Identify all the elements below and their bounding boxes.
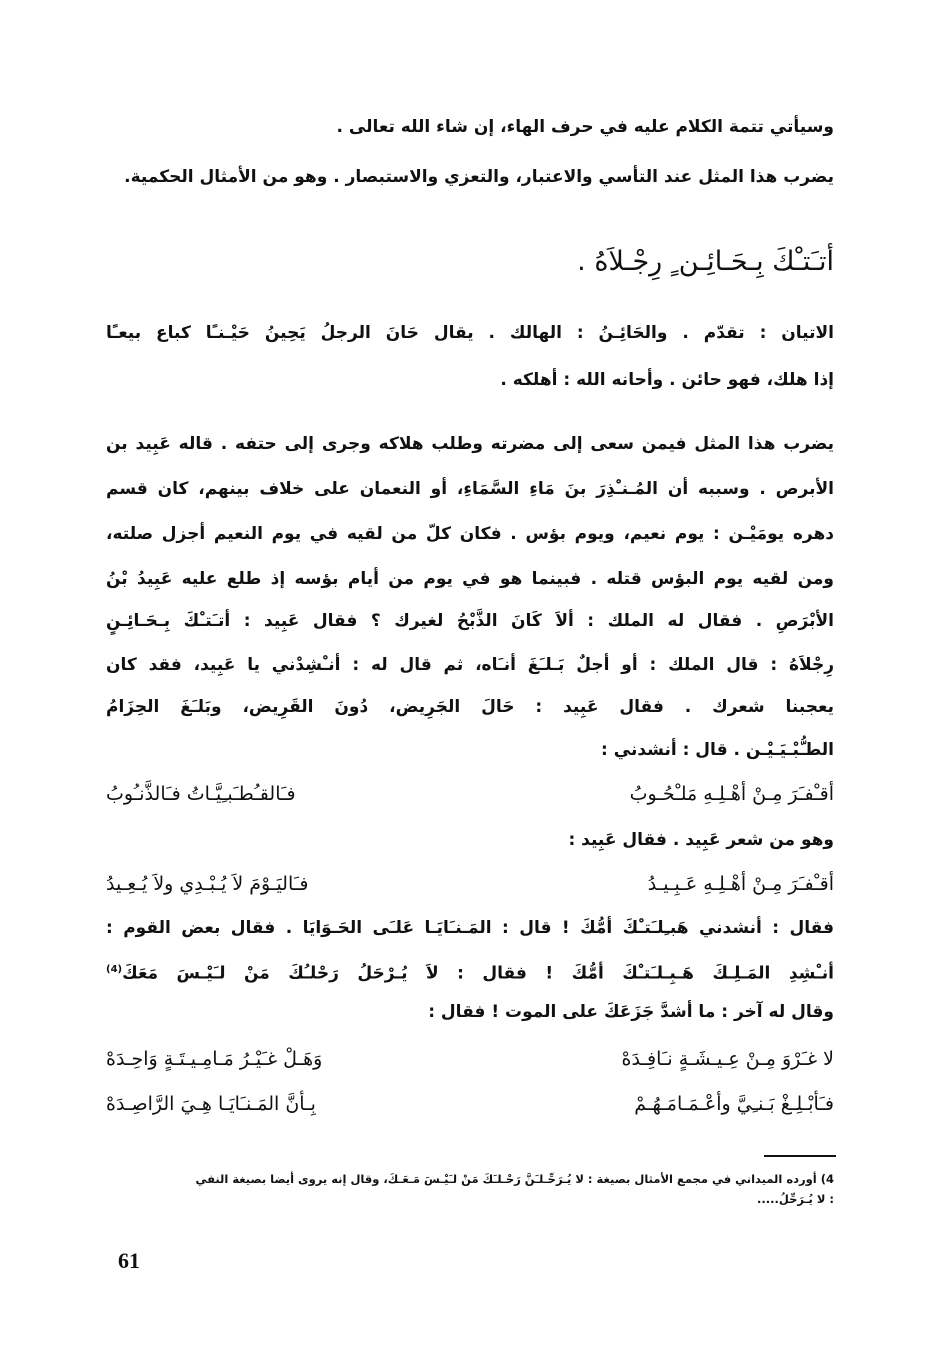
story-lead: يضرب هذا المثل <box>694 434 834 454</box>
dialogue-line-1: فقال : أنشدني هَبـِلـَتـْكَ أمُّكَ ! قال : المَـنـَايَـا عَلـَى الحَـوَايَا . فقال بعض القوم : <box>106 918 834 938</box>
dialogue-line-2-text: أنـْشِدِ المَـلِـكَ هَـبِـلـَتـْكَ أمُّكَ ! فقال : لاَ يُـرْحَلُ رَحْلـُكَ مَنْ لـَيْـسَ مَعَكَ <box>122 963 834 984</box>
page-number: 61 <box>118 1248 140 1273</box>
footnote-reference[interactable]: (4) <box>106 964 123 975</box>
story-line-4: ومن لقيه يوم البؤس قتله . فبينما هو في يوم من أيام بؤسه إذ طلع عليه عَبِيدُ بْنُ <box>106 569 834 589</box>
verse-2-second-hemistich: فـَاليَـوْمَ لاَ يُـبْـدِي ولاَ يُـعِـيدُ <box>106 873 309 895</box>
intro-line-1: وسيأتي تتمة الكلام عليه في حرف الهاء، إن شاء الله تعالى . <box>336 117 834 137</box>
story-line-2: الأبرص . وسببه أن المُـنـْذِرَ بنَ مَاءِ السَّمَاءِ، أو النعمان على خلاف بينهم، كان قسم <box>106 479 834 499</box>
verse-3-second-hemistich: وَهَـلْ غـَيْـرُ مَـامِـيـتَـةٍ وَاحِـدَهْ <box>106 1048 323 1070</box>
story-line-1 <box>106 429 834 459</box>
story-line-6: رِجْلاَهُ : قال الملك : أو أجلٌ بَـلـَغَ أنـَاه، ثم قال له : أنـْشِدْني يا عَبِيد، فقد كان <box>106 655 834 675</box>
verse-2 <box>106 868 834 900</box>
story-first-line-rest: فيمن سعى إلى مضرته وطلب هلاكه وجرى إلى حتفه . قاله عَبِيد بن <box>106 434 695 454</box>
verse-4 <box>106 1088 834 1120</box>
verse-4-first-hemistich: فـَأبْـلِـغْ بَـنـِيَّ وأعْـمَـامَـهُـمْ <box>634 1093 834 1115</box>
story-line-5: الأبْرَصِ . فقال له الملك : ألاَ كَانَ الذَّبْحُ لغيرك ؟ فقال عَبِيد : أتـَتـْكَ بِـحَـائِـنٍ <box>106 611 834 631</box>
story-line-8: الطـُّبْـيَـيْـن . قال : أنشدني : <box>601 740 834 760</box>
verse-2-first-hemistich: أقـْفـَرَ مِـنْ أهْـلِـهِ عَـبِـيـدُ <box>647 873 834 895</box>
verse-1-second-hemistich: فـَالقـُطـَبـِيَّـاتُ فـَالذَّنـُوبُ <box>106 783 296 805</box>
footnote-line-1: 4) أورده الميداني في مجمع الأمثال بصيغة : لا يُـرَحِّـلـَنَّ رَحْـلـَكَ مَنْ لـَيْـسَ مَـعَـكَ، وقال إنه يروى أيضا بصيغة النفي <box>195 1172 834 1186</box>
verse-4-second-hemistich: بِـأنَّ المَـنـَايَـا هِـيَ الرَّاصِـدَهْ <box>106 1093 316 1115</box>
footnote-line-2: : لا يُـرَحِّلُ..... <box>757 1192 834 1206</box>
verse-1 <box>106 778 834 810</box>
dialogue-line-3: وقال له آخر : ما أشدَّ جَزَعَكَ على الموت ! فقال : <box>428 1002 834 1022</box>
after-verse-1: وهو من شعر عَبِيد . فقال عَبِيد : <box>568 830 834 850</box>
gloss-line-2: إذا هلك، فهو حائن . وأحانه الله : أهلكه . <box>500 370 834 390</box>
gloss-line-1: الاتيان : تقدّم . والحَائِـنُ : الهالك . يقال حَانَ الرجلُ يَحِينُ حَيْـنـًا كباع بيعـًا <box>106 323 834 343</box>
verse-1-first-hemistich: أقـْفـَرَ مِـنْ أهْـلِـهِ مَلـْحُـوبُ <box>629 783 834 805</box>
proverb-title: أتـَتـْكَ بِـحَـائِـن ٍ رِجْـلاَهُ . <box>577 246 834 277</box>
dialogue-line-2 <box>106 955 834 989</box>
intro-line-2: يضرب هذا المثل عند التأسي والاعتبار، والتعزي والاستبصار . وهو من الأمثال الحكمية. <box>124 167 834 187</box>
footnote-divider <box>764 1155 836 1157</box>
verse-3-first-hemistich: لا غـَرْوَ مِـنْ عِـيـشَـةٍ نـَافِـدَهْ <box>621 1048 834 1070</box>
story-line-3: دهره يومَيْـن : يوم نعيم، ويوم بؤس . فكان كلّ من لقيه في يوم النعيم أجزل صلته، <box>106 524 834 544</box>
story-line-7: يعجبنا شعرك . فقال عَبِيد : حَالَ الجَرِيض، دُونَ القَرِيض، وبَلـَغَ الحِزَامُ <box>106 697 834 717</box>
verse-3 <box>106 1043 834 1075</box>
